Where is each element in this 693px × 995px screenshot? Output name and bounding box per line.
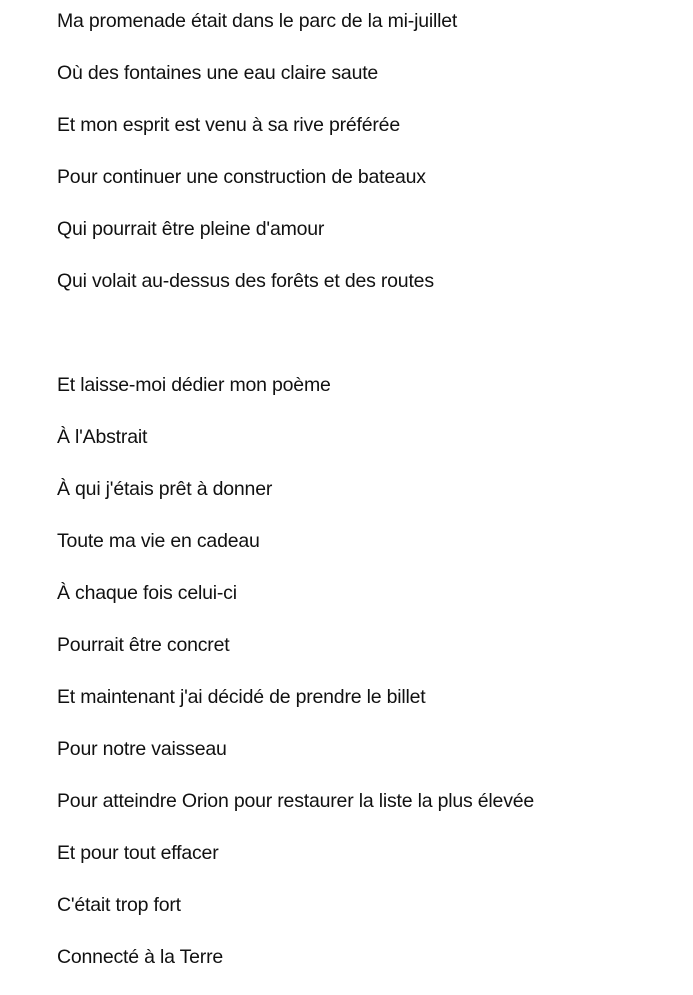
poem-line: Et pour tout effacer	[57, 842, 219, 864]
poem-line: Qui pourrait être pleine d'amour	[57, 218, 325, 240]
stanza-divider	[57, 319, 685, 371]
poem-line: Où des fontaines une eau claire saute	[57, 62, 379, 84]
poem-line: Pourrait être concret	[57, 634, 230, 656]
poem-line: Pour continuer une construction de bateaux	[57, 166, 426, 188]
poem-line: Ma promenade était dans le parc de la mi-juillet	[57, 10, 458, 32]
poem-line: Et maintenant j'ai décidé de prendre le billet	[57, 686, 426, 708]
poem-line: Pour notre vaisseau	[57, 738, 227, 760]
poem-line: Et laisse-moi dédier mon poème	[57, 374, 331, 396]
poem-line: À chaque fois celui-ci	[57, 582, 237, 604]
poem-line: Toute ma vie en cadeau	[57, 530, 260, 552]
stanza-2	[57, 371, 685, 995]
poem-line: À l'Abstrait	[57, 426, 148, 448]
poem-text	[57, 7, 685, 995]
poem-line: Et mon esprit est venu à sa rive préférée	[57, 114, 400, 136]
poem-line: Pour atteindre Orion pour restaurer la liste la plus élevée	[57, 790, 535, 812]
poem-line: Connecté à la Terre	[57, 946, 224, 968]
poem-line: C'était trop fort	[57, 894, 181, 916]
poem-line: Qui volait au-dessus des forêts et des routes	[57, 270, 434, 292]
stanza-1	[57, 7, 685, 319]
poem-line: À qui j'étais prêt à donner	[57, 478, 273, 500]
